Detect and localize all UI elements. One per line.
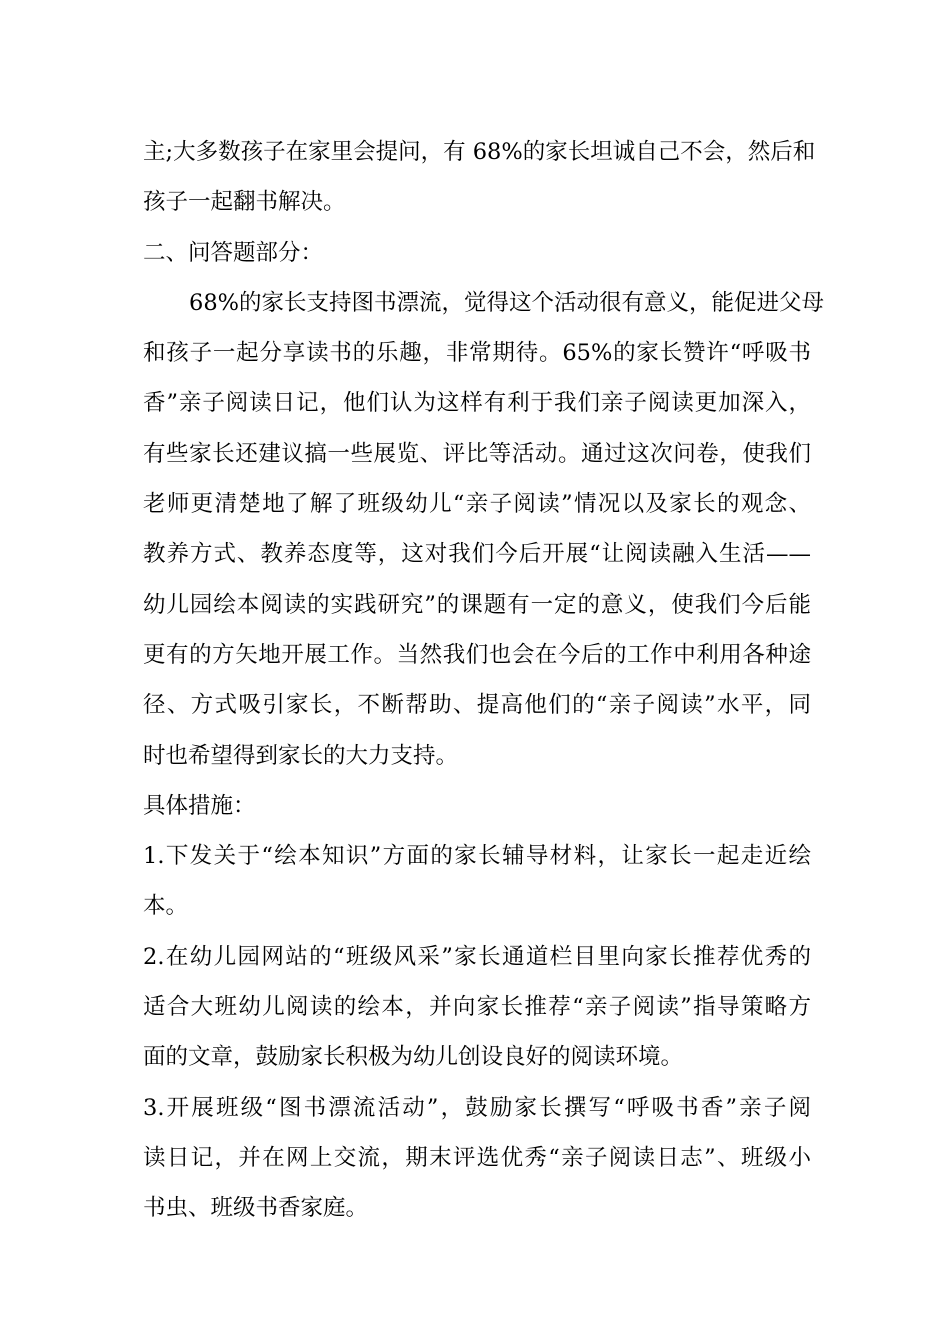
list-item-line: 3.开展班级“图书漂流活动”，鼓励家长撰写“呼吸书香”亲子阅 — [143, 1094, 811, 1121]
document-page — [143, 127, 825, 1234]
text-line: 有些家长还建议搞一些展览、评比等活动。通过这次问卷，使我们 — [143, 440, 811, 467]
text-line: 孩子一起翻书解决。 — [143, 189, 346, 216]
list-item-line: 读日记，并在网上交流，期末评选优秀“亲子阅读日志”、班级小 — [143, 1144, 811, 1171]
section-heading: 二、问答题部分： — [143, 239, 324, 266]
section-heading: 具体措施： — [143, 792, 256, 819]
text-line: 68%的家长支持图书漂流，觉得这个活动很有意义，能促进父母 — [189, 289, 825, 316]
text-line: 教养方式、教养态度等，这对我们今后开展“让阅读融入生活—— — [143, 541, 811, 568]
list-item-line: 1.下发关于“绘本知识”方面的家长辅导材料，让家长一起走近绘 — [143, 843, 811, 870]
text-line: 主;大多数孩子在家里会提问，有 68%的家长坦诚自己不会，然后和 — [143, 139, 816, 165]
text-line: 时也希望得到家长的大力支持。 — [143, 742, 459, 769]
text-line: 幼儿园绘本阅读的实践研究”的课题有一定的意义，使我们今后能 — [143, 591, 811, 618]
list-item-line: 适合大班幼儿阅读的绘本，并向家长推荐“亲子阅读”指导策略方 — [143, 994, 811, 1021]
text-line: 和孩子一起分享读书的乐趣，非常期待。65%的家长赞许“呼吸书 — [143, 340, 811, 367]
list-item-line: 书虫、班级书香家庭。 — [143, 1195, 369, 1222]
text-line: 径、方式吸引家长，不断帮助、提高他们的“亲子阅读”水平，同 — [143, 692, 811, 719]
text-line: 更有的方矢地开展工作。当然我们也会在今后的工作中利用各种途 — [143, 641, 811, 668]
text-line: 香”亲子阅读日记，他们认为这样有利于我们亲子阅读更加深入， — [143, 390, 811, 417]
text-line: 老师更清楚地了解了班级幼儿“亲子阅读”情况以及家长的观念、 — [143, 491, 811, 518]
list-item-line: 2.在幼儿园网站的“班级风采”家长通道栏目里向家长推荐优秀的 — [143, 943, 811, 970]
list-item-line: 面的文章，鼓励家长积极为幼儿创设良好的阅读环境。 — [143, 1044, 684, 1071]
list-item-line: 本。 — [143, 893, 189, 920]
